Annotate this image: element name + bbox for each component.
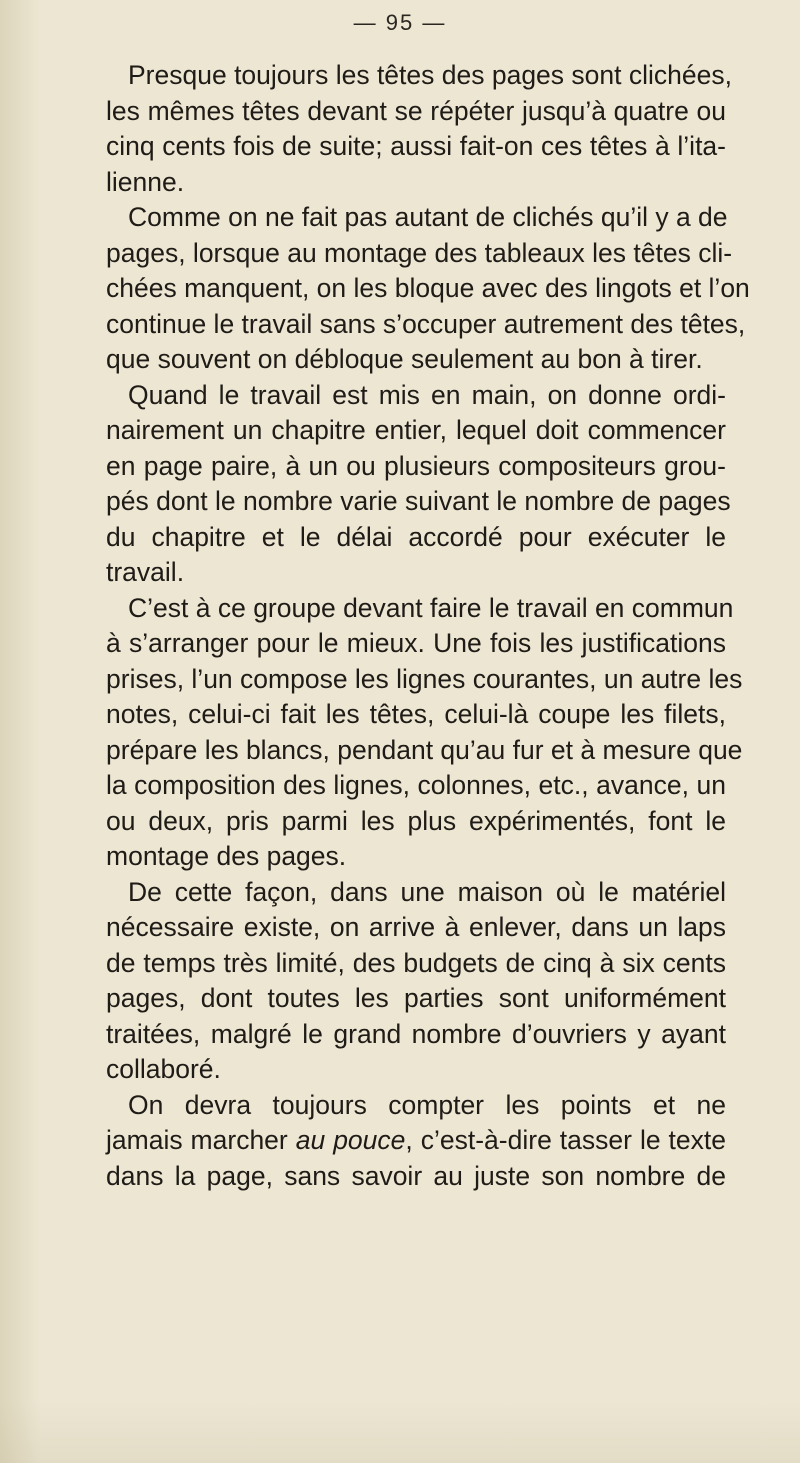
text-line: en page paire, à un ou plusieurs compositeurs grou- xyxy=(106,450,726,481)
text-line: à s’arranger pour le mieux. Une fois les justifications xyxy=(106,628,726,658)
text-line: montage des pages. xyxy=(106,841,347,871)
text-line: Quand le travail est mis en main, on donne ordi- xyxy=(128,379,726,410)
text-segment: , c’est-à-dire tasser le texte xyxy=(405,1125,726,1155)
text-line: nécessaire existe, on arrive à enlever, dans un laps xyxy=(106,912,726,942)
text-line: ou deux, pris parmi les plus expérimentés, font le xyxy=(106,805,726,836)
text-line xyxy=(106,1123,726,1159)
text-line: travail. xyxy=(106,557,185,587)
text-lines xyxy=(106,58,750,1088)
text-line: la composition des lignes, colonnes, etc., avance, un xyxy=(106,770,726,800)
text-line: traitées, malgré le grand nombre d’ouvriers y ayant xyxy=(106,1018,726,1049)
text-line: dans la page, sans savoir au juste son nombre de xyxy=(106,1160,726,1191)
text-line: Presque toujours les têtes des pages sont clichées, xyxy=(128,60,732,90)
text-line: pages, dont toutes les parties sont uniformément xyxy=(106,983,726,1013)
text-line: continue le travail sans s’occuper autrement des têtes, xyxy=(106,308,746,339)
text-line: Comme on ne fait pas autant de clichés qu’il y a de xyxy=(128,202,728,232)
text-line: chées manquent, on les bloque avec des lingots et l’on xyxy=(106,273,750,303)
text-line: lienne. xyxy=(106,166,185,197)
text-line: les mêmes têtes devant se répéter jusqu’à quatre ou xyxy=(106,95,726,126)
text-line: collaboré. xyxy=(106,1054,221,1084)
text-line: De cette façon, dans une maison où le matériel xyxy=(128,876,726,907)
text-line: notes, celui-ci fait les têtes, celui-là coupe les filets, xyxy=(106,699,726,729)
text-line: nairement un chapitre entier, lequel doit commencer xyxy=(106,415,726,445)
text-line: de temps très limité, des budgets de cinq à six cents xyxy=(106,947,726,978)
text-line: prépare les blancs, pendant qu’au fur et à mesure que xyxy=(106,734,743,765)
text-line: On devra toujours compter les points et ne xyxy=(128,1089,726,1120)
text-line: que souvent on débloque seulement au bon à tirer. xyxy=(106,344,703,374)
text-line: pés dont le nombre varie suivant le nombre de pages xyxy=(106,486,731,516)
text-line: du chapitre et le délai accordé pour exécuter le xyxy=(106,521,726,552)
text-segment: jamais marcher xyxy=(106,1125,296,1155)
text-line: cinq cents fois de suite; aussi fait-on ces têtes à l’ita- xyxy=(106,131,726,161)
italic-term: au pouce xyxy=(295,1125,406,1155)
text-line: prises, l’un compose les lignes courantes, un autre les xyxy=(106,663,743,694)
text-line: pages, lorsque au montage des tableaux les têtes cli- xyxy=(106,237,733,268)
page-number: — 95 — xyxy=(353,10,447,35)
body-text xyxy=(106,58,750,1194)
text-line: C’est à ce groupe devant faire le travail en commun xyxy=(128,592,734,623)
